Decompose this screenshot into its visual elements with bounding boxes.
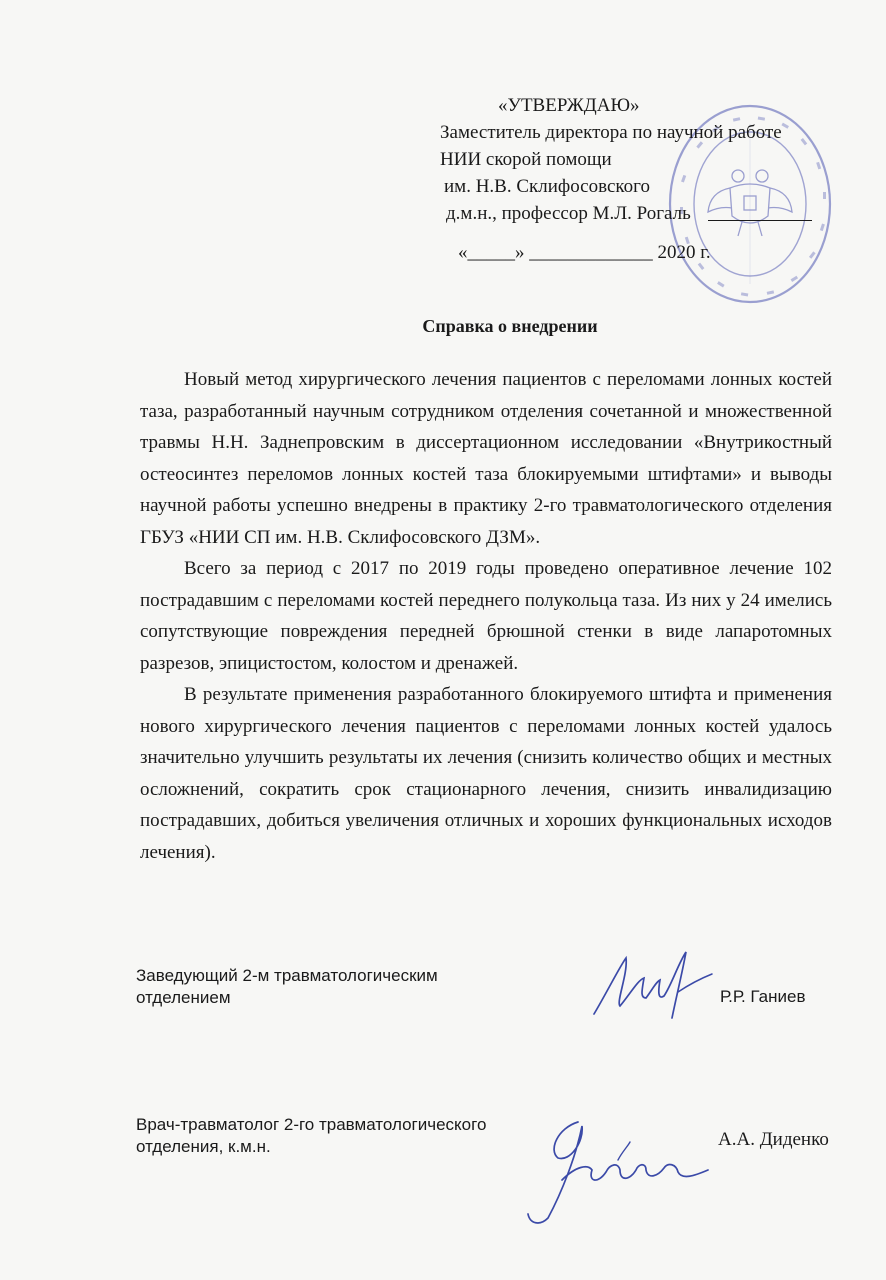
approval-position: Заместитель директора по научной работе <box>440 122 782 143</box>
approval-heading: «УТВЕРЖДАЮ» <box>498 95 640 116</box>
paragraph: Новый метод хирургического лечения пациентов с переломами лонных костей таза, разработанный научным сотрудником отделения сочетанной и множественной травмы Н.Н. Заднепровским в диссертационном исследовании «Внутрикостный остеосинтез переломов лонных костей таза блокируемыми штифтами» и выводы научной работы успешно внедрены в практику 2-го травматологического отделения ГБУЗ «НИИ СП им. Н.В. Склифосовского ДЗМ». <box>140 369 832 548</box>
document-title: Справка о внедрении <box>422 316 598 336</box>
signatory-position <box>136 965 516 1009</box>
approval-organization-name: им. Н.В. Склифосовского <box>444 176 650 197</box>
signatory-position-line: Заведующий 2-м травматологическим <box>136 966 438 985</box>
handwritten-signature-icon <box>586 944 716 1022</box>
signatory-position-line: Врач-травматолог 2-го травматологического <box>136 1115 487 1134</box>
paragraph: Всего за период с 2017 по 2019 годы проведено оперативное лечение 102 пострадавшим с переломами костей переднего полукольца таза. Из них у 24 имелись сопутствующие повреждения передней брюшной стенки в виде лапаротомных разрезов, эпицистостом, колостом и дренажей. <box>140 558 832 674</box>
signatory-name: Р.Р. Ганиев <box>720 987 806 1006</box>
approval-signatory: д.м.н., профессор М.Л. Рогаль <box>446 203 691 224</box>
approval-date: «_____» _____________ 2020 г. <box>458 242 711 263</box>
signatory-position <box>136 1114 556 1158</box>
document-body <box>140 364 832 868</box>
document-title-wrap <box>0 316 886 337</box>
signatory-position-line: отделения, к.м.н. <box>136 1137 271 1156</box>
handwritten-signature-icon <box>518 1106 718 1230</box>
approval-organization: НИИ скорой помощи <box>440 149 612 170</box>
approval-signature-line <box>708 220 812 221</box>
signatory-position-line: отделением <box>136 988 231 1007</box>
paragraph: В результате применения разработанного блокируемого штифта и применения нового хирургического лечения пациентов с переломами лонных костей удалось значительно улучшить результаты их лечения (снизить количество общих и местных осложнений, сократить срок стационарного лечения, снизить инвалидизацию пострадавших, добиться увеличения отличных и хороших функциональных исходов лечения). <box>140 684 832 863</box>
signatory-name: А.А. Диденко <box>718 1129 829 1150</box>
